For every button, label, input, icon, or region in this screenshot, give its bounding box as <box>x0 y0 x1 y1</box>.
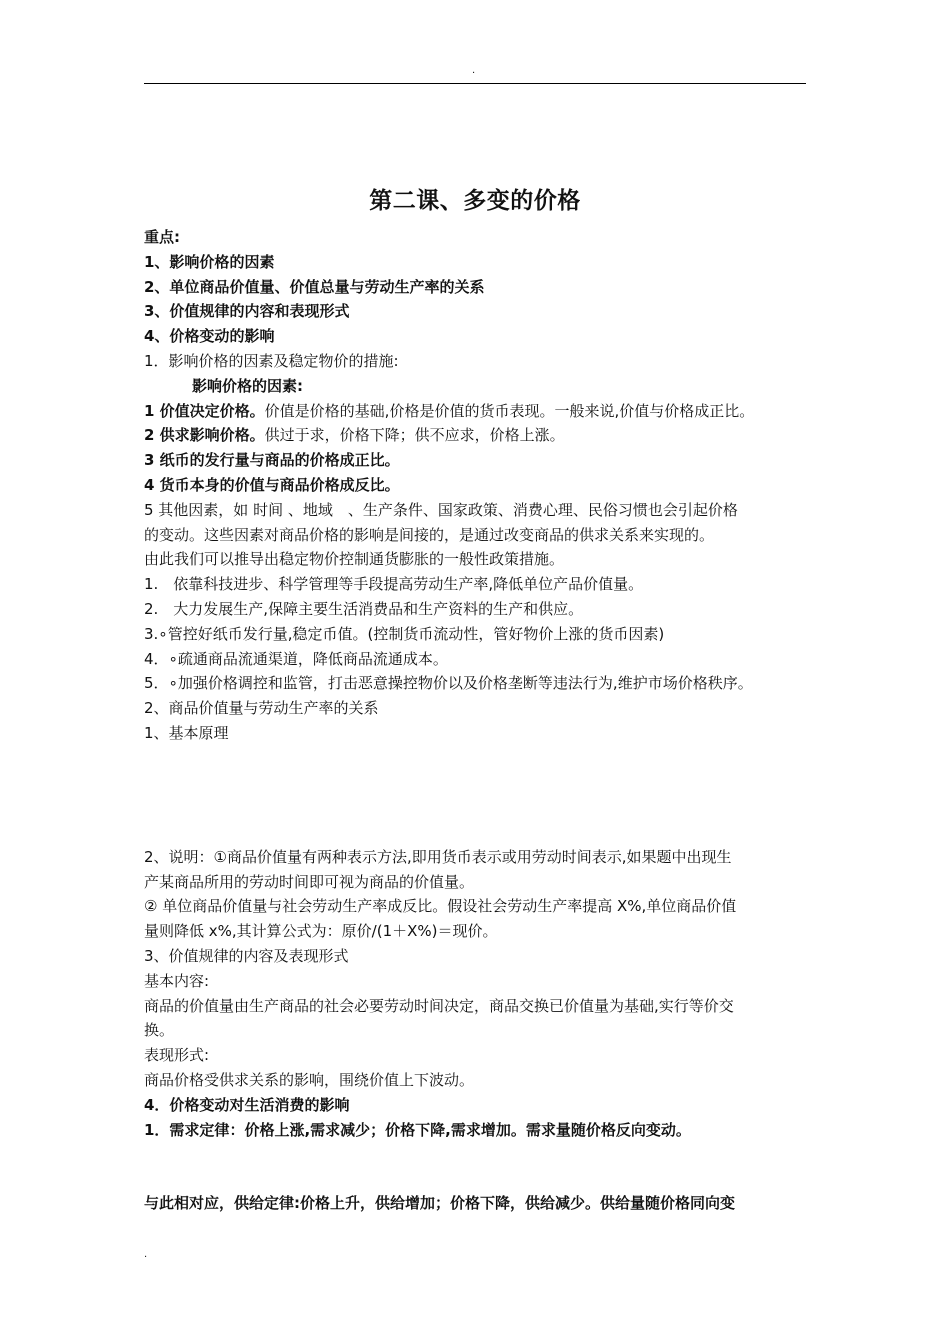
factor-5-line: 5 其他因素，如 时间 、地域 、生产条件、国家政策、消费心理、民俗习惯也会引起价格 <box>144 500 738 519</box>
document-body <box>144 225 824 1216</box>
section4-heading: 4．价格变动对生活消费的影响 <box>144 1095 350 1114</box>
key-points-heading: 重点: <box>144 228 180 246</box>
supply-law: 与此相对应，供给定律:价格上升，供给增加；价格下降，供给减少。供给量随价格同向变 <box>144 1194 736 1213</box>
measure-item: 5．∘加强价格调控和监管，打击恶意操控物价以及价格垄断等违法行为,维护市场价格秩序。 <box>144 674 753 693</box>
header-rule <box>144 83 806 84</box>
factor-3: 3 纸币的发行量与商品的价格成正比。 <box>144 451 400 470</box>
section3-form-label: 表现形式: <box>144 1046 210 1065</box>
section1-subheading: 影响价格的因素: <box>192 376 303 395</box>
section3-basic-line: 商品的价值量由生产商品的社会必要劳动时间决定，商品交换已价值量为基础,实行等价交 <box>144 996 734 1015</box>
section2-basic: 1、基本原理 <box>144 723 229 742</box>
factor-2-text: 供过于求，价格下降；供不应求，价格上涨。 <box>264 426 565 445</box>
factor-1-text: 价值是价格的基础,价格是价值的货币表现。一般来说,价值与价格成正比。 <box>264 401 755 420</box>
measure-item: 2. 大力发展生产,保障主要生活消费品和生产资料的生产和供应。 <box>144 599 584 618</box>
section3-heading: 3、价值规律的内容及表现形式 <box>144 946 349 965</box>
measure-item: 4．∘疏通商品流通渠道，降低商品流通成本。 <box>144 649 448 668</box>
factor-1-lead: 1 价值决定价格。 <box>144 401 265 420</box>
page-title: 第二课、多变的价格 <box>369 188 581 214</box>
section3-basic-label: 基本内容: <box>144 971 210 990</box>
footer-mark: . <box>144 1249 148 1260</box>
measure-item: 1. 依靠科技进步、科学管理等手段提高劳动生产率,降低单位产品价值量。 <box>144 575 644 594</box>
key-point-item: 1、影响价格的因素 <box>144 252 275 271</box>
section2-explain-line: ② 单位商品价值量与社会劳动生产率成反比。假设社会劳动生产率提高 X%,单位商品价值 <box>144 897 737 916</box>
factor-2-lead: 2 供求影响价格。 <box>144 426 265 445</box>
section3-form-text: 商品价格受供求关系的影响，围绕价值上下波动。 <box>144 1070 475 1089</box>
factor-1 <box>144 399 824 424</box>
section2-explain-line: 产某商品所用的劳动时间即可视为商品的价值量。 <box>144 872 475 891</box>
section1-heading: 1．影响价格的因素及稳定物价的措施: <box>144 351 399 370</box>
section2-heading: 2、商品价值量与劳动生产率的关系 <box>144 699 379 718</box>
factor-5-line: 的变动。这些因素对商品价格的影响是间接的，是通过改变商品的供求关系来实现的。 <box>144 525 715 544</box>
measures-intro: 由此我们可以推导出稳定物价控制通货膨胀的一般性政策措施。 <box>144 550 565 569</box>
measure-item: 3.∘管控好纸币发行量,稳定币值。(控制货币流动性，管好物价上涨的货币因素) <box>144 624 665 643</box>
factor-4: 4 货币本身的价值与商品价格成反比。 <box>144 475 400 494</box>
section3-basic-line: 换。 <box>144 1021 175 1040</box>
key-point-item: 3、价值规律的内容和表现形式 <box>144 302 350 321</box>
section2-explain-line: 2、说明：①商品价值量有两种表示方法,即用货币表示或用劳动时间表示,如果题中出现生 <box>144 847 732 866</box>
blank-gap <box>144 1142 824 1191</box>
key-point-item: 2、单位商品价值量、价值总量与劳动生产率的关系 <box>144 277 485 296</box>
key-point-item: 4、价格变动的影响 <box>144 327 275 346</box>
formula-blank-area <box>144 746 824 845</box>
header-mark: . <box>472 65 476 76</box>
demand-law: 1．需求定律：价格上涨,需求减少；价格下降,需求增加。需求量随价格反向变动。 <box>144 1120 691 1139</box>
section2-explain-line: 量则降低 x%,其计算公式为：原价/(1＋X%)＝现价。 <box>144 922 498 941</box>
factor-2 <box>144 423 824 448</box>
